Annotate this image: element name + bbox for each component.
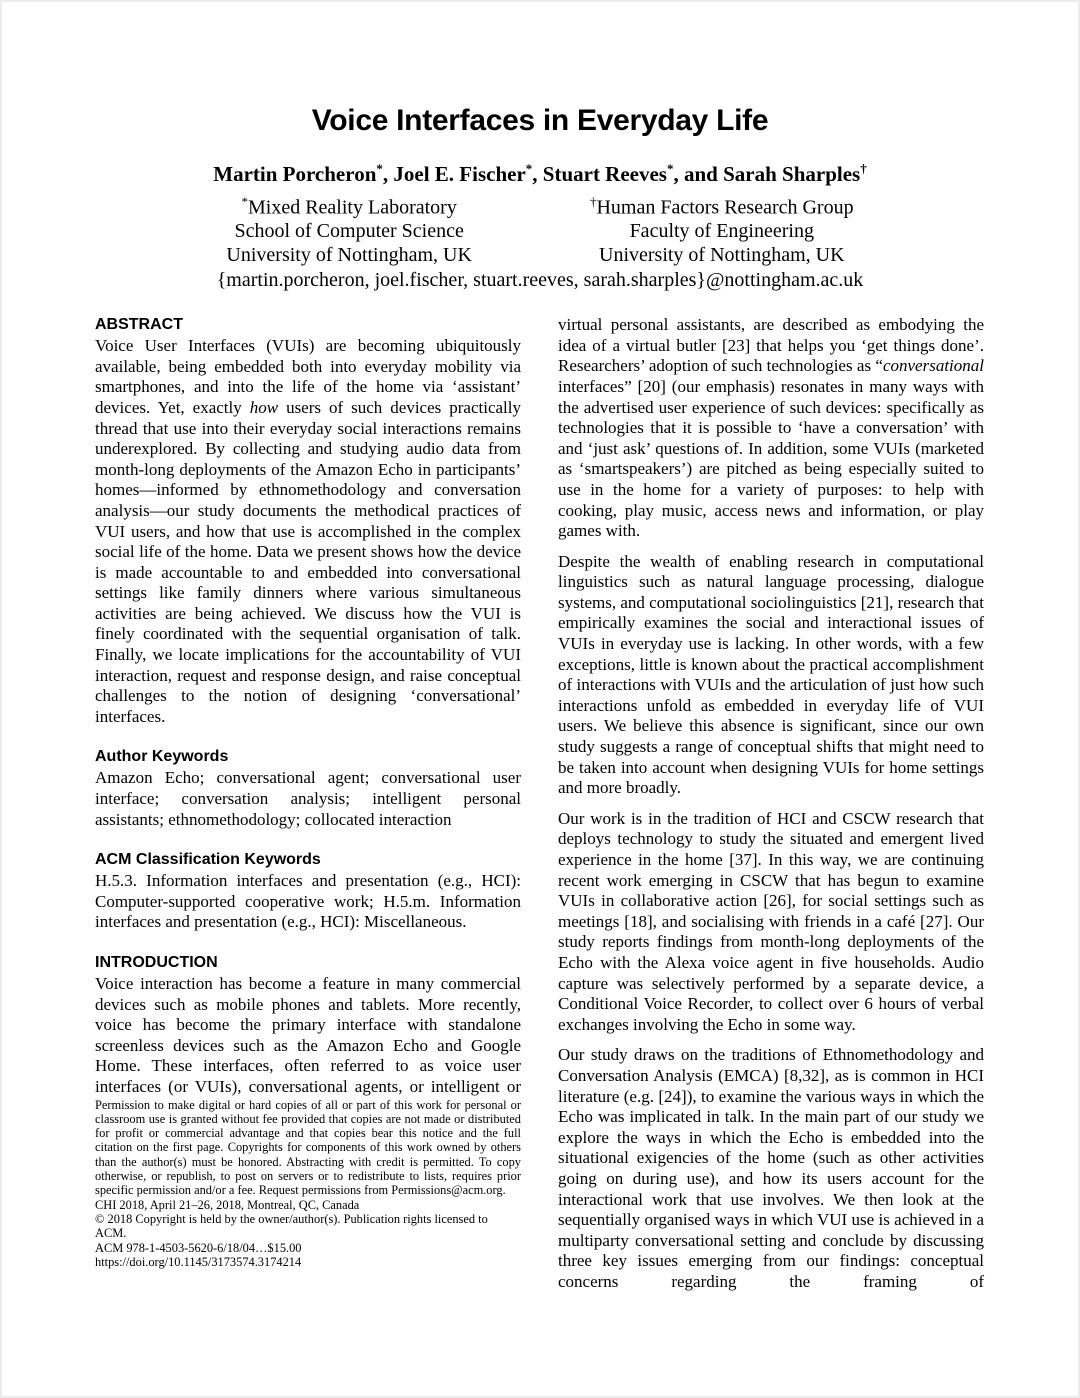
acm-classification-heading: ACM Classification Keywords [95, 851, 321, 869]
permission-text: Permission to make digital or hard copies of all or part of this work for personal or classroom use is granted without fee provided that copies are not made or distributed for profit or commercial advantage and that copies bear this notice and the full citation on the first page. Copyrights for components of this work owned by others than the author(s) must be honored. Abstracting with credit is permitted. To copy otherwise, or republish, to post on servers or to redistribute to lists, requires prior specific permission and/or a fee. Request permissions from Permissions@acm.org. [95, 1097, 521, 1198]
isbn-line: ACM 978-1-4503-5620-6/18/04…$15.00 [95, 1240, 302, 1255]
affiliation-faculty: Faculty of Engineering [629, 220, 814, 243]
abstract-text: Voice User Interfaces (VUIs) are becoming ubiquitously available, being embedded both into everyday mobility via smartphones, and into the life of the home via ‘assistant’ devices. Yet, exactly [95, 336, 521, 417]
copyright-notice [95, 1098, 521, 1376]
author-name: , and Sarah Sharples [673, 162, 861, 186]
affiliation-right [590, 190, 854, 267]
conference-line: CHI 2018, April 21–26, 2018, Montreal, QC, Canada [95, 1197, 360, 1212]
body-paragraph [558, 315, 984, 542]
author-keywords-heading: Author Keywords [95, 748, 229, 766]
paragraph-text: virtual personal assistants, are described as embodying the idea of a virtual butler [23] that helps you ‘get things done’. Researchers’ adoption of such technologies as “ [558, 315, 984, 376]
authors-line [95, 157, 985, 186]
left-column [95, 315, 521, 1305]
author-name: Martin Porcheron [213, 162, 377, 186]
abstract-italic-word: how [249, 397, 279, 417]
body-paragraph: Despite the wealth of enabling research in computational linguistics such as natural language processing, dialogue systems, and computational sociolinguistics [21], research that empirically examines the social and interactional issues of VUIs in everyday use is lacking. In other words, with a few exceptions, little is known about the practical accomplishment of interactions with VUIs and the articulation of just how such interactions unfold as embedded in everyday life of VUI users. We believe this absence is significant, since our own study suggests a range of conceptual shifts that might need to be taken into account when designing VUIs for home settings and more broadly. [558, 551, 984, 798]
affiliation-line [226, 190, 472, 220]
paragraph-text: interfaces” [20] (our emphasis) resonates in many ways with the advertised user experience of such devices: specifically as technologies that it is possible to ‘have a conversation’ with and ‘just ask’ questions of. In addition, some VUIs (marketed as ‘smartspeakers’) are pitched as being especially suited to use in the home for a variety of purposes: to help with cooking, play music, access news and information, or play games with. [558, 376, 984, 541]
abstract-text: users of such devices practically thread that use into their everyday social interactions remains underexplored. By collecting and studying audio data from month-long deployments of the Amazon Echo in participants’ homes—informed by ethnomethodology and conversation analysis—our study documents the methodical practices of VUI users, and how that use is accomplished in the complex social life of the home. Data we present shows how the device is made accountable to and embedded into conversational settings like family dinners where various simultaneous activities are being achieved. We discuss how the VUI is finely coordinated with the sequential organisation of talk. Finally, we locate implications for the accountability of VUI interaction, request and response design, and raise conceptual challenges to the notion of designing ‘conversational’ interfaces. [95, 397, 521, 726]
affiliation-school: School of Computer Science [234, 220, 464, 243]
doi-link[interactable]: https://doi.org/10.1145/3173574.3174214 [95, 1254, 302, 1269]
affil-marker: † [589, 194, 597, 209]
two-column-body [95, 315, 985, 1305]
body-paragraph: Our study draws on the traditions of Ethnomethodology and Conversation Analysis (EMCA) [8,32], as is common in HCI literature (e.g. [24]), to examine the various ways in which the Echo was implicated in talk. In the main part of our study we explore the ways in which the Echo is embedded into the situational exigencies of the home (such as other activities going on during use), and how its users account for the interactional work that use involves. We then look at the sequentially organised ways in which VUI use is achieved in a multiparty conversational setting and conclude by discussing three key issues emerging from our findings: conceptual concerns regarding the framing of [558, 1045, 984, 1291]
author-keywords-paragraph: Amazon Echo; conversational agent; conversational user interface; conversation analysis; intelligent personal assistants; ethnomethodology; collocated interaction [95, 768, 521, 829]
author-affil-marker: * [666, 161, 674, 176]
right-column [558, 315, 984, 1305]
abstract-heading: ABSTRACT [95, 316, 183, 334]
affiliation-line [590, 190, 854, 220]
copyright-line: © 2018 Copyright is held by the owner/author(s). Publication rights licensed to ACM. [95, 1211, 488, 1241]
author-affil-marker: * [525, 161, 533, 176]
acm-classification-paragraph: H.5.3. Information interfaces and presentation (e.g., HCI): Computer-supported cooperative work; H.5.m. Information interfaces and presentation (e.g., HCI): Miscellaneous. [95, 871, 521, 932]
email-line: {martin.porcheron, joel.fischer, stuart.reeves, sarah.sharples}@nottingham.ac.uk [216, 269, 864, 292]
affiliation-left [226, 190, 472, 267]
affiliation-group: Human Factors Research Group [596, 196, 854, 219]
affiliations [95, 190, 985, 267]
author-name: , Stuart Reeves [532, 162, 667, 186]
affiliation-lab: Mixed Reality Laboratory [248, 196, 457, 219]
affiliation-university: University of Nottingham, UK [226, 243, 472, 266]
introduction-heading: INTRODUCTION [95, 954, 218, 971]
author-affil-marker: † [860, 161, 867, 176]
affiliation-university: University of Nottingham, UK [599, 243, 845, 266]
paper-title: Voice Interfaces in Everyday Life [311, 104, 769, 137]
author-affil-marker: * [376, 161, 383, 176]
author-name: , Joel E. Fischer [382, 162, 526, 186]
abstract-paragraph [95, 336, 521, 727]
introduction-paragraph: Voice interaction has become a feature in many commercial devices such as mobile phones and tablets. More recently, voice has become the primary interface with standalone screenless devices such as the Amazon Echo and Google Home. These interfaces, often referred to as voice user interfaces (or VUIs), conversational agents, or intelligent or [95, 974, 521, 1096]
body-paragraph: Our work is in the tradition of HCI and CSCW research that deploys technology to study the situated and emergent lived experience in the home [37]. In this way, we are continuing recent work emerging in CSCW that has begun to examine VUIs in collaborative action [26], for social settings such as meetings [18], and socialising with friends in a café [27]. Our study reports findings from month-long deployments of the Echo with the Alexa voice agent in five households. Audio capture was selectively performed by a separate device, a Conditional Voice Recorder, to collect over 6 hours of verbal exchanges involving the Echo in some way. [558, 808, 984, 1034]
affil-marker: * [241, 194, 248, 209]
paragraph-italic-word: conversational [882, 356, 984, 376]
